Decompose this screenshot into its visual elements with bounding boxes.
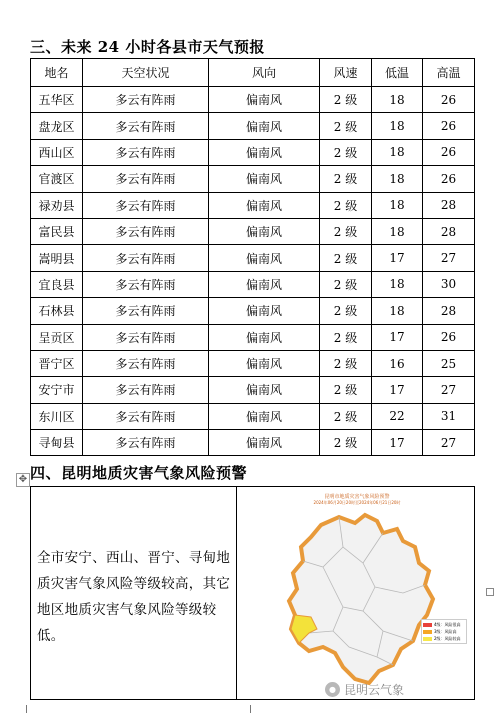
cell-low-temp: 17 — [372, 377, 423, 403]
cell-wind-speed: 2 级 — [320, 192, 372, 218]
cell-place: 禄劝县 — [31, 192, 83, 218]
cell-wind-direction: 偏南风 — [209, 87, 320, 113]
cell-low-temp: 18 — [372, 139, 423, 165]
header-wind-speed: 风速 — [320, 59, 372, 87]
cell-wind-speed: 2 级 — [320, 87, 372, 113]
cell-wind-direction: 偏南风 — [209, 377, 320, 403]
table-row — [31, 87, 475, 113]
table-row — [31, 218, 475, 244]
cell-high-temp: 28 — [423, 192, 475, 218]
kunming-map-graphic — [243, 507, 471, 695]
risk-description: 全市安宁、西山、晋宁、寻甸地质灾害气象风险等级较高，其它地区地质灾害气象风险等级较低。 — [37, 550, 231, 644]
cell-sky: 多云有阵雨 — [83, 192, 209, 218]
cell-place: 东川区 — [31, 403, 83, 429]
cell-wind-speed: 2 级 — [320, 350, 372, 376]
cell-sky: 多云有阵雨 — [83, 166, 209, 192]
cell-low-temp: 17 — [372, 430, 423, 456]
cell-place: 官渡区 — [31, 166, 83, 192]
resize-handle[interactable] — [486, 588, 494, 596]
cell-wind-speed: 2 级 — [320, 377, 372, 403]
cell-wind-speed: 2 级 — [320, 166, 372, 192]
cell-wind-direction: 偏南风 — [209, 298, 320, 324]
legend-item — [423, 628, 465, 635]
cell-sky: 多云有阵雨 — [83, 271, 209, 297]
cell-sky: 多云有阵雨 — [83, 139, 209, 165]
table-row — [31, 271, 475, 297]
cell-wind-direction: 偏南风 — [209, 218, 320, 244]
table-row — [31, 245, 475, 271]
cell-low-temp: 18 — [372, 192, 423, 218]
risk-warning-box — [30, 486, 475, 700]
cell-high-temp: 26 — [423, 87, 475, 113]
section-3-heading: 三、未来 24 小时各县市天气预报 — [30, 38, 265, 56]
cell-low-temp: 22 — [372, 403, 423, 429]
cell-place: 寻甸县 — [31, 430, 83, 456]
cell-wind-speed: 2 级 — [320, 271, 372, 297]
cell-sky: 多云有阵雨 — [83, 218, 209, 244]
cell-wind-direction: 偏南风 — [209, 324, 320, 350]
cell-high-temp: 31 — [423, 403, 475, 429]
table-row — [31, 113, 475, 139]
ruler-tick — [26, 705, 27, 713]
cell-place: 西山区 — [31, 139, 83, 165]
cell-wind-direction: 偏南风 — [209, 192, 320, 218]
cell-place: 盘龙区 — [31, 113, 83, 139]
table-row — [31, 430, 475, 456]
header-high-temp: 高温 — [423, 59, 475, 87]
cell-wind-direction: 偏南风 — [209, 166, 320, 192]
watermark-text: 昆明云气象 — [344, 683, 405, 697]
watermark — [325, 681, 404, 698]
header-wind-direction: 风向 — [209, 59, 320, 87]
cell-place: 富民县 — [31, 218, 83, 244]
cell-high-temp: 27 — [423, 245, 475, 271]
cell-divider — [236, 487, 237, 699]
cell-sky: 多云有阵雨 — [83, 403, 209, 429]
cell-wind-speed: 2 级 — [320, 324, 372, 350]
cell-sky: 多云有阵雨 — [83, 350, 209, 376]
cell-high-temp: 26 — [423, 324, 475, 350]
header-place: 地名 — [31, 59, 83, 87]
cell-high-temp: 26 — [423, 113, 475, 139]
table-row — [31, 298, 475, 324]
cell-low-temp: 18 — [372, 166, 423, 192]
cell-sky: 多云有阵雨 — [83, 87, 209, 113]
section-4-heading: 四、昆明地质灾害气象风险预警 — [30, 464, 248, 482]
cell-high-temp: 25 — [423, 350, 475, 376]
legend-swatch-yellow — [423, 637, 432, 641]
cell-wind-speed: 2 级 — [320, 430, 372, 456]
cell-place: 嵩明县 — [31, 245, 83, 271]
cell-low-temp: 18 — [372, 87, 423, 113]
cell-wind-speed: 2 级 — [320, 298, 372, 324]
forecast-table — [30, 58, 475, 456]
legend-label: 2级：风险较高 — [434, 635, 461, 641]
cell-sky: 多云有阵雨 — [83, 113, 209, 139]
map-subtitle: 2024年06月20日20时至2024年06月21日20时 — [313, 500, 401, 505]
cell-high-temp: 30 — [423, 271, 475, 297]
table-header-row — [31, 59, 475, 87]
cell-low-temp: 17 — [372, 324, 423, 350]
cell-sky: 多云有阵雨 — [83, 324, 209, 350]
map-title: 昆明市地质灾害气象风险预警 — [324, 494, 390, 500]
legend-item — [423, 635, 465, 642]
cell-wind-speed: 2 级 — [320, 403, 372, 429]
cell-high-temp: 26 — [423, 166, 475, 192]
table-row — [31, 139, 475, 165]
cell-place: 石林县 — [31, 298, 83, 324]
cell-high-temp: 27 — [423, 430, 475, 456]
cell-low-temp: 18 — [372, 271, 423, 297]
cell-low-temp: 18 — [372, 298, 423, 324]
header-low-temp: 低温 — [372, 59, 423, 87]
cell-wind-direction: 偏南风 — [209, 403, 320, 429]
cell-sky: 多云有阵雨 — [83, 377, 209, 403]
table-row — [31, 350, 475, 376]
table-row — [31, 403, 475, 429]
table-row — [31, 192, 475, 218]
cell-place: 呈贡区 — [31, 324, 83, 350]
cell-place: 晋宁区 — [31, 350, 83, 376]
cell-wind-speed: 2 级 — [320, 139, 372, 165]
map-legend — [421, 619, 467, 644]
map-outline — [289, 515, 433, 683]
cell-high-temp: 28 — [423, 218, 475, 244]
cell-sky: 多云有阵雨 — [83, 245, 209, 271]
cell-sky: 多云有阵雨 — [83, 298, 209, 324]
cell-high-temp: 28 — [423, 298, 475, 324]
table-row — [31, 324, 475, 350]
table-row — [31, 166, 475, 192]
cell-place: 宜良县 — [31, 271, 83, 297]
cell-wind-direction: 偏南风 — [209, 271, 320, 297]
cell-wind-direction: 偏南风 — [209, 430, 320, 456]
cell-place: 安宁市 — [31, 377, 83, 403]
cell-low-temp: 18 — [372, 218, 423, 244]
cell-wind-speed: 2 级 — [320, 113, 372, 139]
wechat-icon: ● — [325, 682, 340, 697]
cell-low-temp: 16 — [372, 350, 423, 376]
move-icon[interactable]: ✥ — [16, 473, 30, 487]
cell-high-temp: 27 — [423, 377, 475, 403]
cell-wind-direction: 偏南风 — [209, 350, 320, 376]
cell-low-temp: 17 — [372, 245, 423, 271]
risk-map — [243, 491, 471, 695]
legend-swatch-red — [423, 623, 432, 627]
header-sky: 天空状况 — [83, 59, 209, 87]
cell-place: 五华区 — [31, 87, 83, 113]
cell-wind-speed: 2 级 — [320, 245, 372, 271]
legend-label: 3级：风险高 — [434, 628, 457, 634]
legend-item — [423, 621, 465, 628]
cell-sky: 多云有阵雨 — [83, 430, 209, 456]
cell-wind-direction: 偏南风 — [209, 245, 320, 271]
cell-low-temp: 18 — [372, 113, 423, 139]
cell-wind-direction: 偏南风 — [209, 139, 320, 165]
cell-wind-speed: 2 级 — [320, 218, 372, 244]
table-row — [31, 377, 475, 403]
cell-wind-direction: 偏南风 — [209, 113, 320, 139]
legend-swatch-orange — [423, 630, 432, 634]
legend-label: 4级：风险很高 — [434, 621, 461, 627]
ruler-tick — [250, 705, 251, 713]
cell-high-temp: 26 — [423, 139, 475, 165]
